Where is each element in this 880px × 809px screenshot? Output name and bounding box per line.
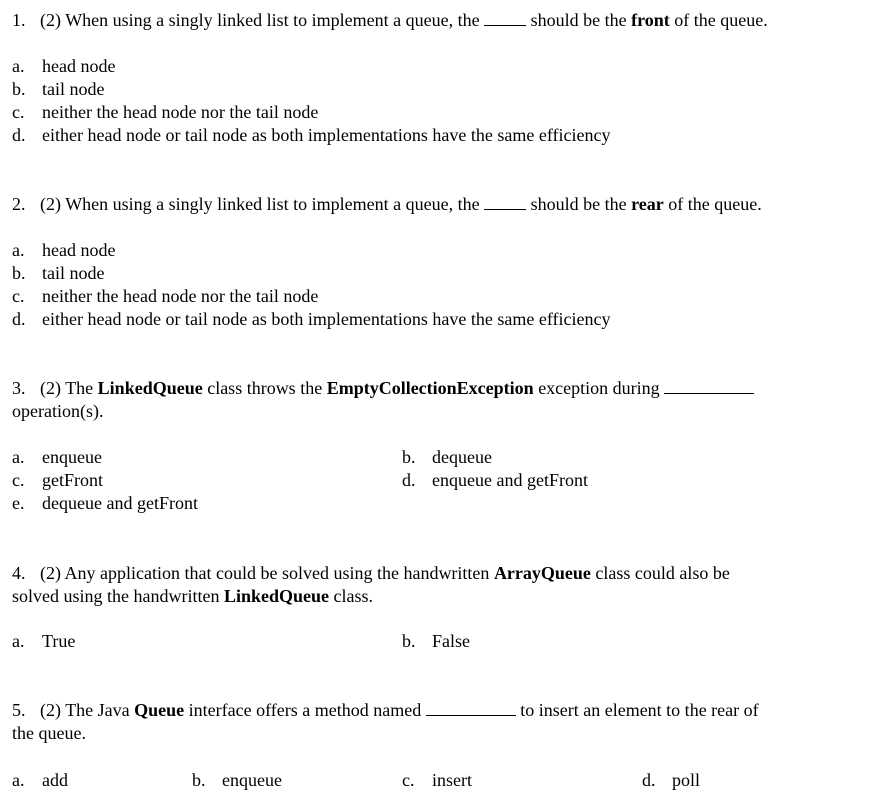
- question-3-stem-line-2: operation(s).: [12, 401, 104, 421]
- option-a[interactable]: a. head node: [12, 240, 116, 260]
- question-4-stem-line-2: solved using the handwritten LinkedQueue class.: [12, 586, 373, 606]
- option-b[interactable]: b. False: [402, 631, 470, 651]
- option-d[interactable]: d. either head node or tail node as both implementations have the same efficiency: [12, 125, 611, 145]
- option-d[interactable]: d. poll: [642, 770, 701, 790]
- answer-blank: [426, 700, 516, 716]
- question-number: 1.: [12, 10, 26, 30]
- option-c[interactable]: c. neither the head node nor the tail node: [12, 286, 319, 306]
- question-3-stem: 3. (2) The LinkedQueue class throws the EmptyCollectionException exception during: [12, 377, 754, 399]
- question-number: 2.: [12, 194, 26, 214]
- option-d[interactable]: d. either head node or tail node as both implementations have the same efficiency: [12, 309, 611, 329]
- question-number: 3.: [12, 378, 26, 398]
- option-a[interactable]: a. head node: [12, 56, 116, 76]
- option-b[interactable]: b. enqueue: [192, 770, 282, 790]
- option-c[interactable]: c. neither the head node nor the tail node: [12, 102, 319, 122]
- option-c[interactable]: c. insert: [402, 770, 472, 790]
- answer-blank: [484, 194, 526, 210]
- option-e[interactable]: e. dequeue and getFront: [12, 493, 198, 513]
- option-a[interactable]: a. True: [12, 631, 76, 651]
- question-4-stem: 4. (2) Any application that could be solved using the handwritten ArrayQueue class could also be: [12, 563, 730, 583]
- question-number: 4.: [12, 563, 26, 583]
- option-b[interactable]: b. tail node: [12, 79, 105, 99]
- option-d[interactable]: d. enqueue and getFront: [402, 470, 588, 490]
- question-1-stem: 1. (2) When using a singly linked list to implement a queue, the should be the front of the queue.: [12, 10, 768, 30]
- answer-blank: [664, 378, 754, 394]
- option-b[interactable]: b. tail node: [12, 263, 105, 283]
- option-a[interactable]: a. add: [12, 770, 68, 790]
- question-number: 5.: [12, 700, 26, 720]
- question-2-stem: 2. (2) When using a singly linked list to implement a queue, the should be the rear of the queue.: [12, 194, 762, 214]
- option-c[interactable]: c. getFront: [12, 470, 103, 490]
- option-b[interactable]: b. dequeue: [402, 447, 492, 467]
- question-5-stem-line-2: the queue.: [12, 723, 86, 743]
- question-5-stem: 5. (2) The Java Queue interface offers a method named to insert an element to the rear of: [12, 700, 759, 720]
- option-a[interactable]: a. enqueue: [12, 447, 102, 467]
- answer-blank: [484, 10, 526, 26]
